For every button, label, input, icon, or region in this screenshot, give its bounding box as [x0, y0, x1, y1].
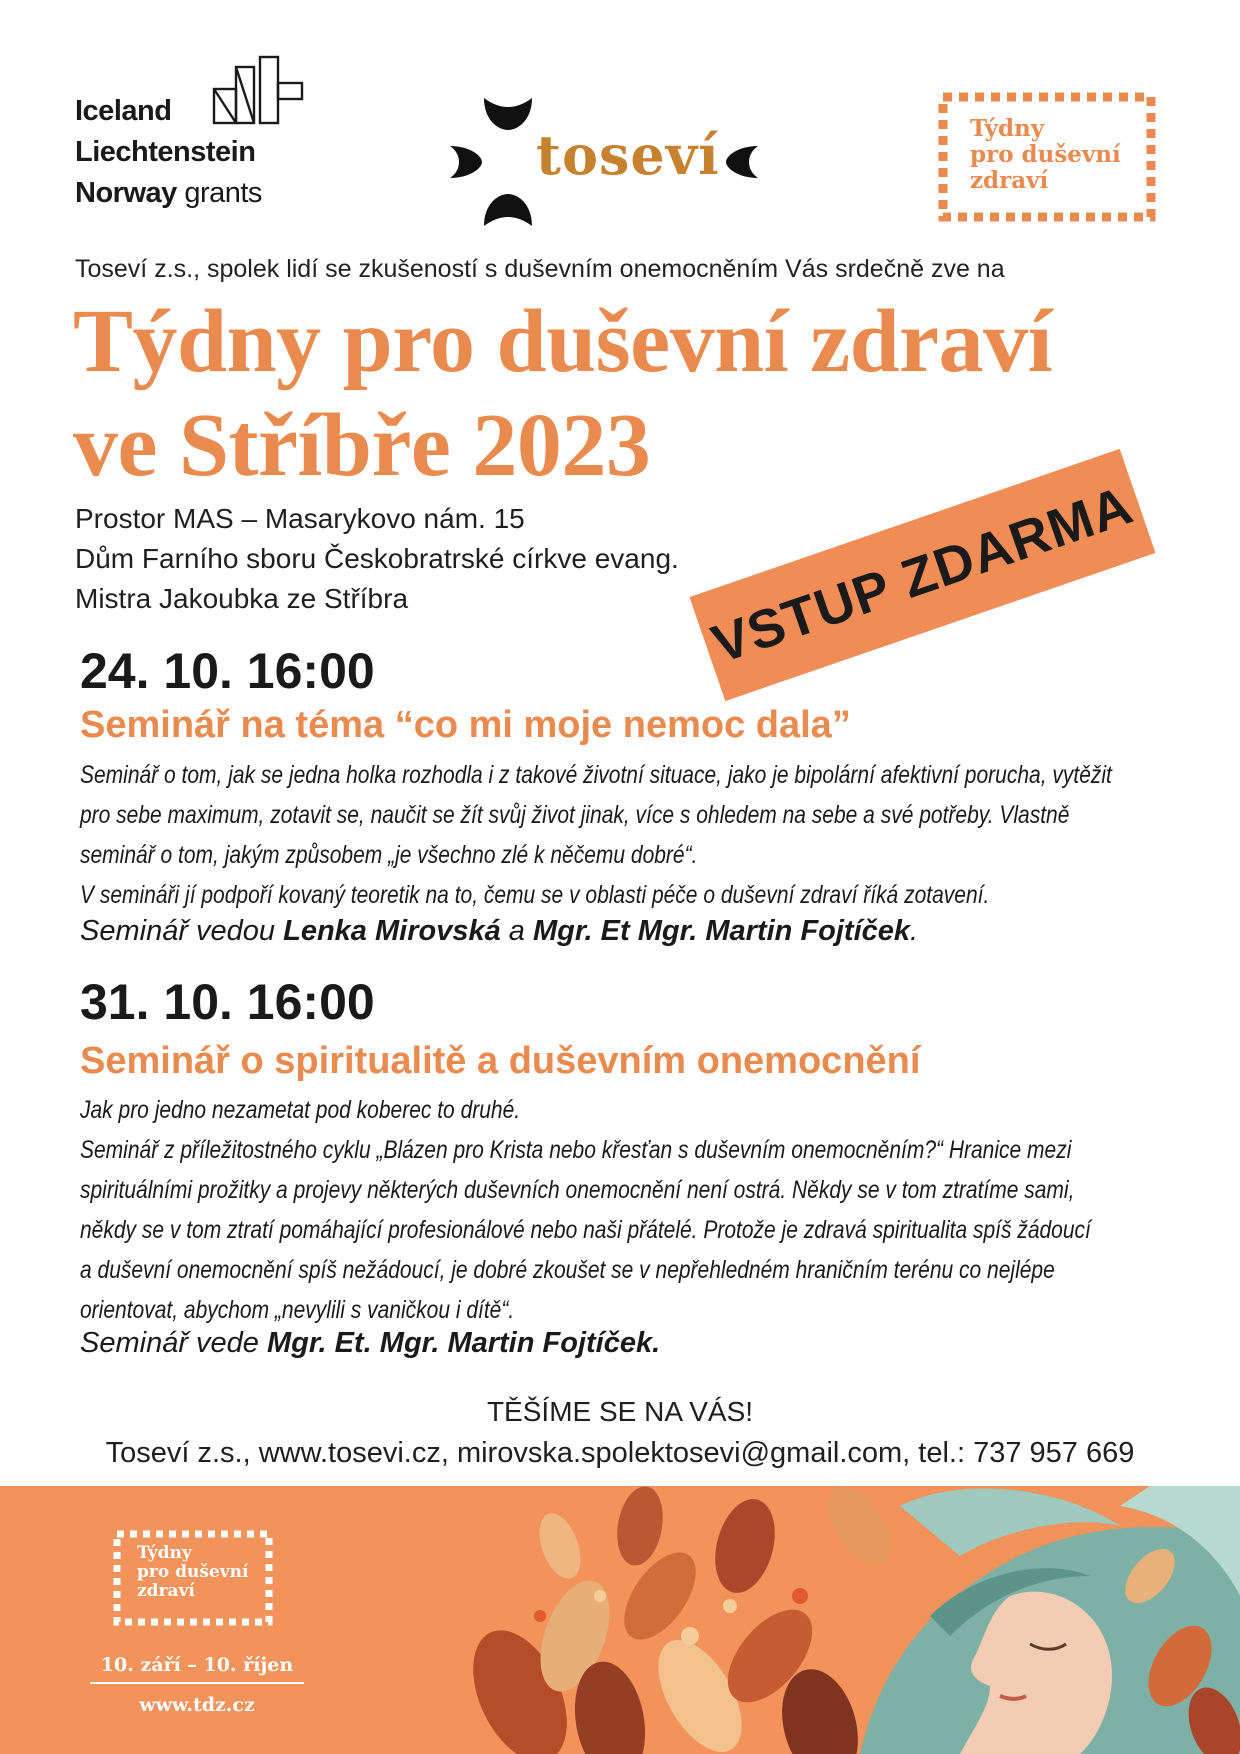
session-2-lead-prefix: Seminář vede — [80, 1327, 267, 1359]
eea-grants: grants — [184, 177, 262, 209]
footer-band — [0, 1486, 1240, 1754]
venue-address — [75, 499, 679, 619]
tdz-line-3: zdraví — [970, 167, 1049, 194]
session-1-leader-2: Mgr. Et Mgr. Martin Fojtíček — [532, 915, 911, 947]
campaign-divider — [90, 1682, 304, 1684]
eea-line-iceland: Iceland — [75, 95, 172, 127]
small-tdz-logo — [113, 1530, 273, 1626]
free-entry-badge-text: VSTUP ZDARMA — [704, 475, 1141, 675]
session-1-lead-prefix: Seminář vedou — [80, 915, 284, 947]
session-2-lead-suffix: . — [652, 1327, 661, 1359]
session-1-desc-line: seminář o tom, jakým způsobem „je všechno zlé k něčemu dobré“. — [80, 841, 698, 869]
event-title-line-2: ve Stříbře 2023 — [73, 396, 651, 495]
invitation-text: Toseví z.s., spolek lidí se zkušeností s duševním onemocněním Vás srdečně zve na — [75, 255, 1005, 283]
session-1-title: Seminář na téma “co mi moje nemoc dala” — [80, 704, 851, 746]
session-2-date: 31. 10. 16:00 — [80, 974, 375, 1030]
tdz-line-2: pro duševní — [970, 141, 1121, 168]
eea-line-liechtenstein: Liechtenstein — [75, 136, 256, 168]
session-2-desc-line: někdy se v tom ztratí pomáhající profesionálové nebo naši přátelé. Protože je zdravá spiritualita spíš žádoucí — [80, 1216, 1091, 1244]
closing-greeting: TĚŠÍME SE NA VÁS! — [486, 1396, 754, 1427]
eea-grants-logo — [75, 55, 315, 215]
session-1-description — [80, 755, 1180, 915]
venue-line-2: Dům Farního sboru Českobratrské církve evang. — [75, 543, 679, 574]
tdz-logo-text — [970, 116, 1121, 194]
campaign-dates: 10. září – 10. říjen — [100, 1654, 294, 1676]
small-tdz-line-1: Týdny — [137, 1543, 192, 1563]
tosevi-wordmark: toseví — [536, 123, 720, 187]
session-1-desc-line: pro sebe maximum, zotavit se, naučit se žít svůj život jinak, více s ohledem na sebe a své potřeby. Vlastně — [80, 801, 1070, 829]
venue-line-3: Mistra Jakoubka ze Stříbra — [75, 583, 409, 614]
small-tdz-line-2: pro duševní — [137, 1562, 249, 1582]
eea-norway: Norway — [75, 177, 177, 209]
event-title — [73, 290, 1052, 498]
tdz-logo — [938, 92, 1156, 222]
small-tdz-text — [137, 1544, 248, 1601]
session-1-desc-line: V semináři jí podpoří kovaný teoretik na to, čemu se v oblasti péče o duševní zdraví říká zotavení. — [80, 881, 990, 909]
tosevi-logo — [448, 96, 760, 228]
session-2-desc-line: spirituálními prožitky a projevy některých duševních onemocnění není ostrá. Někdy se v tom ztratíme sami, — [80, 1176, 1075, 1204]
session-1-desc-line: Seminář o tom, jak se jedna holka rozhodla i z takové životní situace, jako je bipolární afektivní porucha, vytěžit — [80, 761, 1112, 789]
session-1-leader-1: Lenka Mirovská — [283, 915, 501, 947]
session-1-date: 24. 10. 16:00 — [80, 643, 375, 699]
session-1-lead-suffix: . — [910, 915, 919, 947]
session-1-lead-mid: a — [500, 915, 533, 947]
eea-grants-mark-icon — [212, 55, 304, 125]
contact-line: Toseví z.s., www.tosevi.cz, mirovska.spolektosevi@gmail.com, tel.: 737 957 669 — [105, 1437, 1135, 1469]
campaign-url[interactable]: www.tdz.cz — [139, 1694, 255, 1716]
session-2-leader-1: Mgr. Et. Mgr. Martin Fojtíček — [267, 1327, 653, 1359]
session-2-leaders — [80, 1327, 660, 1360]
session-1-leaders — [80, 915, 918, 948]
event-title-line-1: Týdny pro duševní zdraví — [73, 292, 1053, 391]
tdz-line-1: Týdny — [970, 115, 1045, 142]
session-2-desc-line: orientovat, abychom „nevylili s vaničkou i dítě“. — [80, 1296, 515, 1324]
venue-line-1: Prostor MAS – Masarykovo nám. 15 — [75, 503, 525, 534]
session-2-description — [80, 1090, 1180, 1330]
session-2-desc-line: Seminář z příležitostného cyklu „Blázen pro Krista nebo křesťan s duševním onemocněním?“ Hranice mezi — [80, 1136, 1072, 1164]
session-2-title: Seminář o spiritualitě a duševním onemocnění — [80, 1040, 921, 1082]
eea-line-norway — [75, 177, 262, 210]
session-2-desc-line: a duševní onemocnění spíš nežádoucí, je dobré zkoušet se v nepřehledném hraničním terénu co nejlépe — [80, 1256, 1055, 1284]
session-2-desc-line: Jak pro jedno nezametat pod koberec to druhé. — [80, 1096, 521, 1124]
small-tdz-line-3: zdraví — [137, 1581, 195, 1601]
